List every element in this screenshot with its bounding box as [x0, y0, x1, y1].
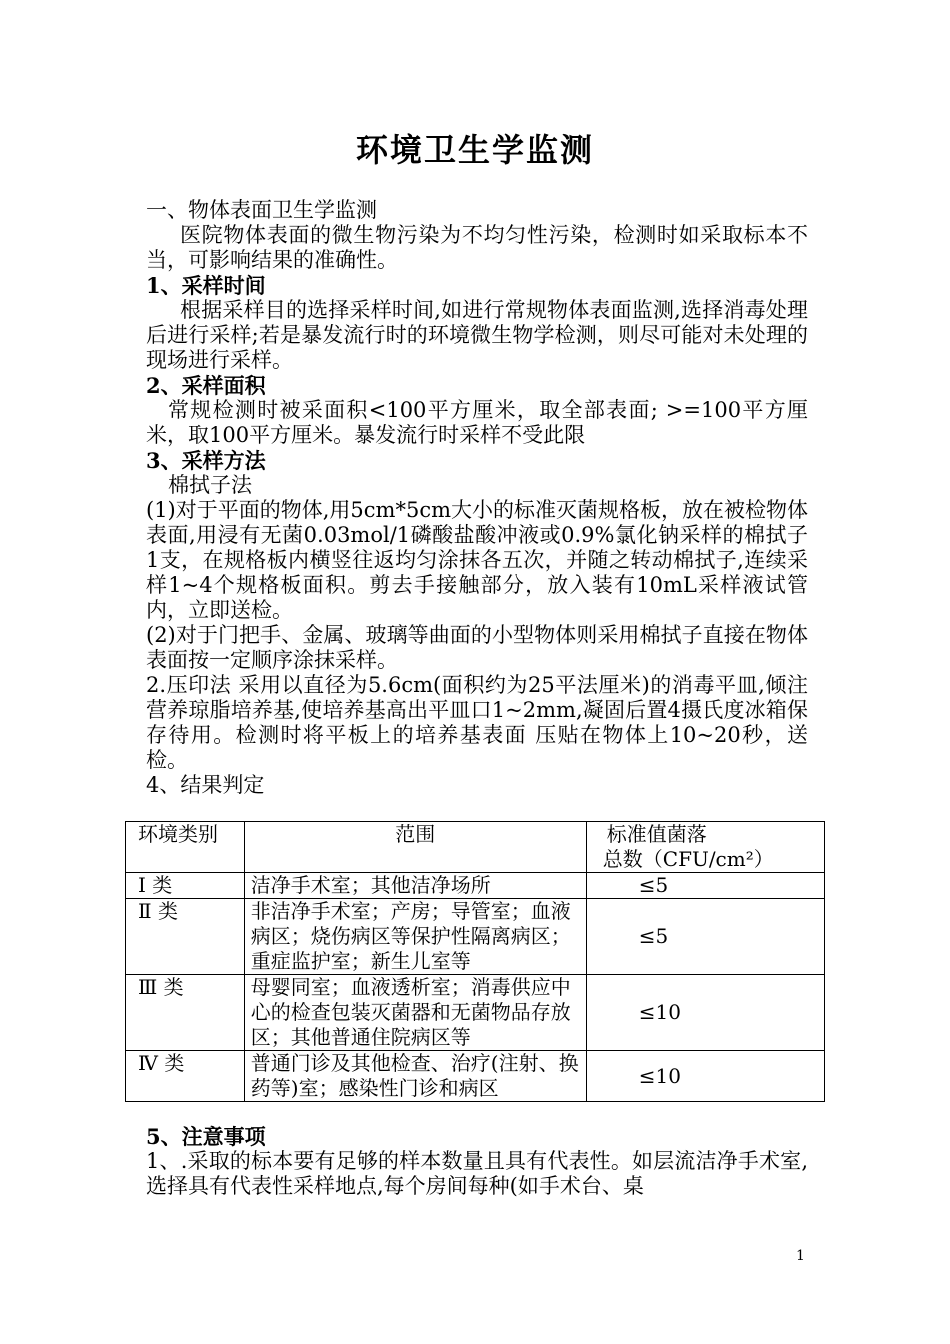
row-standard: ≤5 — [586, 873, 824, 899]
row-category: Ⅱ 类 — [126, 899, 245, 975]
table-row — [126, 1051, 825, 1102]
row-standard: ≤10 — [586, 1051, 824, 1102]
section-intro: 医院物体表面的微生物污染为不均匀性污染，检测时如采取标本不当，可影响结果的准确性。 — [146, 223, 808, 272]
item1-text: 根据采样目的选择采样时间,如进行常规物体表面监测,选择消毒处理后进行采样;若是暴发流行时的环境微生物学检测，则尽可能对未处理的现场进行采样。 — [146, 298, 808, 372]
item4-heading: 4、结果判定 — [146, 773, 265, 797]
page-title: 环境卫生学监测 — [355, 131, 594, 169]
item3-heading: 3、采样方法 — [146, 448, 266, 473]
row-standard: ≤5 — [586, 899, 824, 975]
row-range: 洁净手术室；其他洁净场所 — [244, 873, 586, 899]
document-body — [146, 198, 808, 798]
table-row — [126, 899, 825, 975]
row-category: Ⅲ 类 — [126, 975, 245, 1051]
item2-text: 常规检测时被采面积<100平方厘米，取全部表面; >=100平方厘米，取100平方厘米。暴发流行时采样不受此限 — [146, 398, 808, 447]
item2-heading: 2、采样面积 — [146, 373, 266, 398]
row-category: Ⅳ 类 — [126, 1051, 245, 1102]
item3-para1: (1)对于平面的物体,用5cm*5cm大小的标准灭菌规格板，放在被检物体表面,用浸有无菌0.03mol/1磷酸盐酸冲液或0.9%氯化钠采样的棉拭子1支，在规格板内横竖往返均匀涂抹各五次，并随之转动棉拭子,连续采样1~4个规格板面积。剪去手接触部分，放入装有10mL采样液试管内，立即送检。 — [146, 498, 808, 622]
item5-text: 1、.采取的标本要有足够的样本数量且具有代表性。如层流洁净手术室,选择具有代表性采样地点,每个房间每种(如手术台、桌 — [146, 1149, 808, 1198]
row-range: 普通门诊及其他检查、治疗(注射、换药等)室；感染性门诊和病区 — [244, 1051, 586, 1102]
table-row — [126, 873, 825, 899]
table-row — [126, 975, 825, 1051]
row-standard: ≤10 — [586, 975, 824, 1051]
standards-table — [125, 821, 825, 1102]
row-range: 非洁净手术室；产房；导管室；血液病区；烧伤病区等保护性隔离病区；重症监护室；新生儿室等 — [244, 899, 586, 975]
item5-heading: 5、注意事项 — [146, 1124, 266, 1149]
section-heading: 一、物体表面卫生学监测 — [146, 198, 377, 222]
item3-para2: (2)对于门把手、金属、玻璃等曲面的小型物体则采用棉拭子直接在物体表面按一定顺序涂抹采样。 — [146, 623, 808, 672]
item3-method1: 棉拭子法 — [168, 473, 252, 497]
header-range: 范围 — [244, 822, 586, 873]
page-number: 1 — [796, 1248, 805, 1264]
row-range: 母婴同室；血液透析室；消毒供应中心的检查包装灭菌器和无菌物品存放区；其他普通住院病区等 — [244, 975, 586, 1051]
row-category: Ⅰ 类 — [126, 873, 245, 899]
table-header-row — [126, 822, 825, 873]
header-standard-line2: 总数（CFU/cm²） — [602, 847, 774, 871]
header-standard — [586, 822, 824, 873]
header-category: 环境类别 — [126, 822, 245, 873]
item3-para3: 2.压印法 采用以直径为5.6cm(面积约为25平法厘米)的消毒平皿,倾注营养琼脂培养基,使培养基高出平皿口1~2mm,凝固后置4摄氏度冰箱保存待用。检测时将平板上的培养基表面 压贴在物体上10~20秒，送检。 — [146, 673, 808, 772]
notes-section — [146, 1124, 808, 1199]
item1-heading: 1、采样时间 — [146, 273, 266, 298]
header-standard-line1: 标准值菌落 — [606, 822, 707, 846]
